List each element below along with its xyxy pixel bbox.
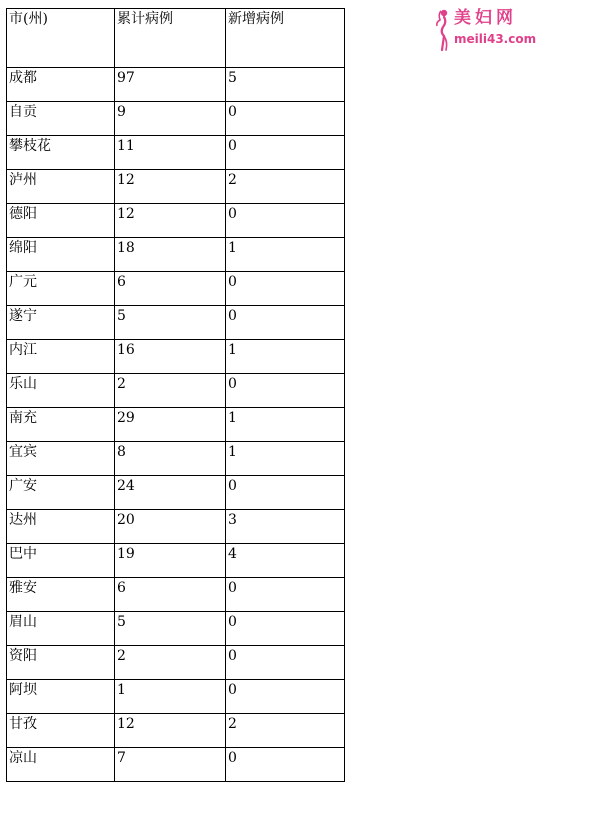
table-row (7, 408, 345, 442)
cell-cumulative-cases: 97 (115, 68, 226, 102)
table-row (7, 646, 345, 680)
cell-cumulative-cases: 2 (115, 646, 226, 680)
table-row (7, 714, 345, 748)
cell-new-cases: 1 (226, 340, 345, 374)
cell-cumulative-cases: 24 (115, 476, 226, 510)
cell-cumulative-cases: 20 (115, 510, 226, 544)
cell-new-cases: 0 (226, 612, 345, 646)
table-row (7, 340, 345, 374)
cell-cumulative-cases: 9 (115, 102, 226, 136)
header-cumulative-cases: 累计病例 (115, 9, 226, 68)
table-row (7, 102, 345, 136)
cell-city: 德阳 (7, 204, 115, 238)
cell-city: 宜宾 (7, 442, 115, 476)
watermark-logo (432, 8, 552, 52)
cell-new-cases: 0 (226, 578, 345, 612)
table-row (7, 306, 345, 340)
table-row (7, 374, 345, 408)
cell-city: 乐山 (7, 374, 115, 408)
header-city: 市(州) (7, 9, 115, 68)
cell-cumulative-cases: 5 (115, 306, 226, 340)
cell-city: 资阳 (7, 646, 115, 680)
table-row (7, 680, 345, 714)
cell-cumulative-cases: 16 (115, 340, 226, 374)
cell-new-cases: 1 (226, 238, 345, 272)
cell-cumulative-cases: 18 (115, 238, 226, 272)
cell-city: 凉山 (7, 748, 115, 782)
cell-city: 南充 (7, 408, 115, 442)
cell-new-cases: 0 (226, 204, 345, 238)
table-row (7, 578, 345, 612)
table-row (7, 204, 345, 238)
cell-new-cases: 0 (226, 306, 345, 340)
cell-city: 雅安 (7, 578, 115, 612)
cell-cumulative-cases: 19 (115, 544, 226, 578)
cell-cumulative-cases: 12 (115, 170, 226, 204)
woman-figure-icon (432, 8, 456, 52)
cell-cumulative-cases: 5 (115, 612, 226, 646)
cell-city: 遂宁 (7, 306, 115, 340)
table-row (7, 544, 345, 578)
cell-cumulative-cases: 2 (115, 374, 226, 408)
table-header-row (7, 9, 345, 68)
cases-table (6, 8, 345, 782)
cell-new-cases: 4 (226, 544, 345, 578)
table-row (7, 442, 345, 476)
watermark-title: 美妇网 (454, 8, 517, 28)
cell-cumulative-cases: 12 (115, 204, 226, 238)
cell-new-cases: 2 (226, 170, 345, 204)
table-row (7, 476, 345, 510)
cell-city: 眉山 (7, 612, 115, 646)
cell-cumulative-cases: 29 (115, 408, 226, 442)
cell-cumulative-cases: 11 (115, 136, 226, 170)
cell-new-cases: 0 (226, 136, 345, 170)
cell-city: 成都 (7, 68, 115, 102)
cell-city: 达州 (7, 510, 115, 544)
cell-cumulative-cases: 6 (115, 272, 226, 306)
cell-city: 攀枝花 (7, 136, 115, 170)
cell-new-cases: 0 (226, 374, 345, 408)
cell-city: 阿坝 (7, 680, 115, 714)
table-row (7, 272, 345, 306)
cell-new-cases: 0 (226, 272, 345, 306)
table-row (7, 612, 345, 646)
cell-city: 自贡 (7, 102, 115, 136)
watermark-url: meili43.com (454, 32, 537, 46)
cell-new-cases: 0 (226, 680, 345, 714)
cell-cumulative-cases: 6 (115, 578, 226, 612)
cell-new-cases: 2 (226, 714, 345, 748)
cell-new-cases: 0 (226, 646, 345, 680)
cell-new-cases: 0 (226, 476, 345, 510)
cell-cumulative-cases: 12 (115, 714, 226, 748)
cell-city: 巴中 (7, 544, 115, 578)
cell-city: 广安 (7, 476, 115, 510)
table-row (7, 136, 345, 170)
cell-city: 泸州 (7, 170, 115, 204)
cell-city: 广元 (7, 272, 115, 306)
cell-city: 内江 (7, 340, 115, 374)
cell-city: 甘孜 (7, 714, 115, 748)
cell-cumulative-cases: 7 (115, 748, 226, 782)
cell-new-cases: 1 (226, 442, 345, 476)
cell-city: 绵阳 (7, 238, 115, 272)
table-row (7, 238, 345, 272)
table-row (7, 170, 345, 204)
cell-new-cases: 0 (226, 102, 345, 136)
cell-new-cases: 1 (226, 408, 345, 442)
table-row (7, 748, 345, 782)
cell-cumulative-cases: 8 (115, 442, 226, 476)
table-row (7, 510, 345, 544)
header-new-cases: 新增病例 (226, 9, 345, 68)
cell-cumulative-cases: 1 (115, 680, 226, 714)
cell-new-cases: 3 (226, 510, 345, 544)
table-body (7, 9, 345, 782)
table-row (7, 68, 345, 102)
cell-new-cases: 5 (226, 68, 345, 102)
cell-new-cases: 0 (226, 748, 345, 782)
